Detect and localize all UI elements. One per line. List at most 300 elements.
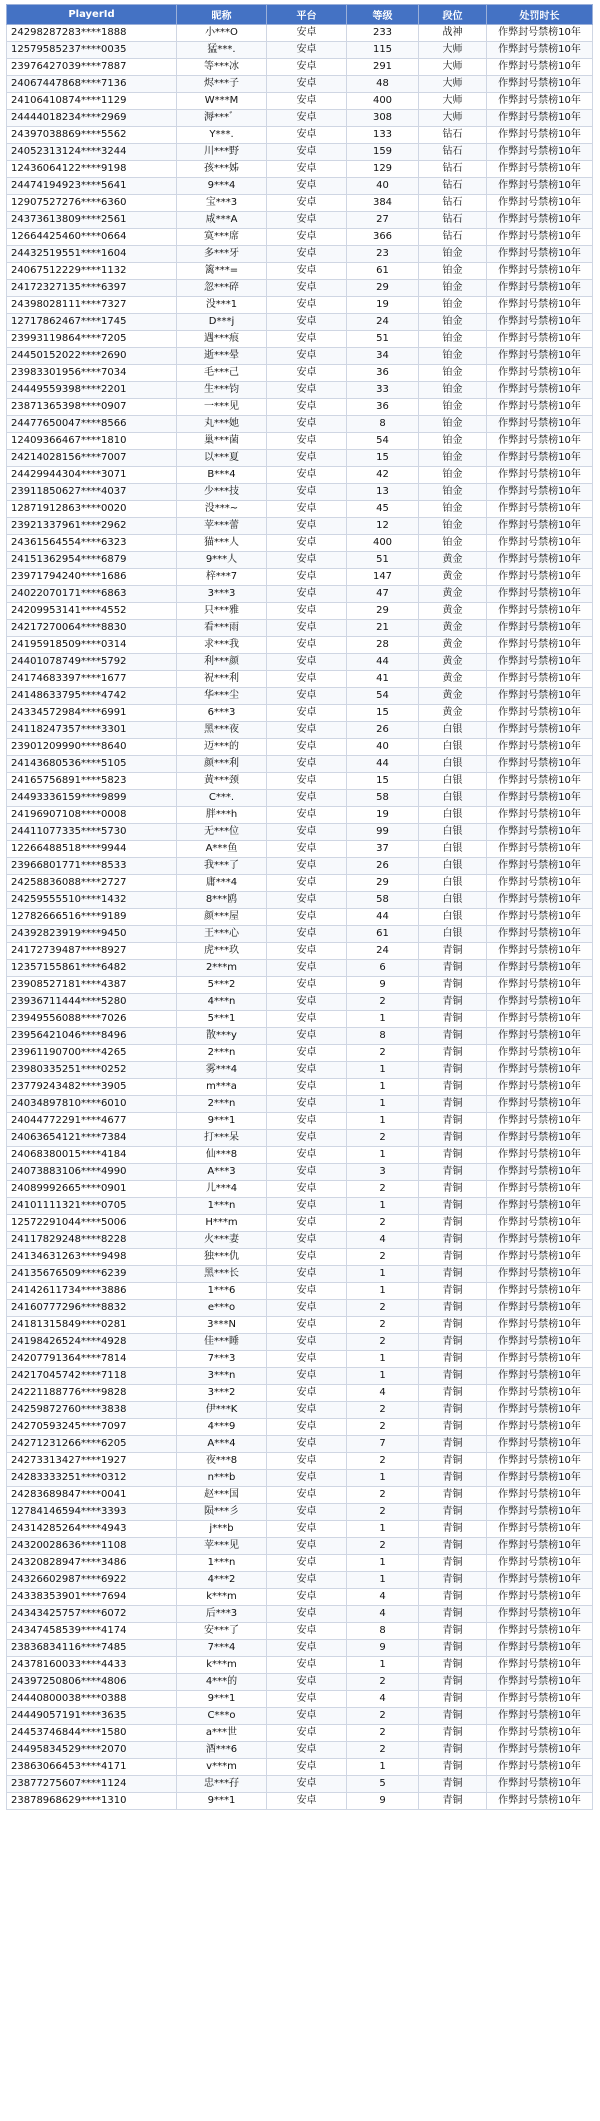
cell-level: 2 bbox=[347, 1402, 419, 1419]
cell-nickname: W***M bbox=[177, 93, 267, 110]
cell-player-id: 24401078749****5792 bbox=[7, 654, 177, 671]
cell-nickname: 王***心 bbox=[177, 926, 267, 943]
cell-nickname: 以***夏 bbox=[177, 450, 267, 467]
cell-player-id: 24207791364****7814 bbox=[7, 1351, 177, 1368]
cell-platform: 安卓 bbox=[267, 1045, 347, 1062]
cell-player-id: 24063654121****7384 bbox=[7, 1130, 177, 1147]
cell-nickname: 一***见 bbox=[177, 399, 267, 416]
cell-penalty: 作弊封号禁榜10年 bbox=[487, 1215, 593, 1232]
cell-level: 2 bbox=[347, 1215, 419, 1232]
cell-player-id: 12436064122****9198 bbox=[7, 161, 177, 178]
cell-penalty: 作弊封号禁榜10年 bbox=[487, 1249, 593, 1266]
cell-platform: 安卓 bbox=[267, 297, 347, 314]
cell-platform: 安卓 bbox=[267, 1742, 347, 1759]
cell-level: 36 bbox=[347, 399, 419, 416]
cell-nickname: A***4 bbox=[177, 1436, 267, 1453]
cell-nickname: 9***1 bbox=[177, 1113, 267, 1130]
cell-platform: 安卓 bbox=[267, 433, 347, 450]
cell-level: 2 bbox=[347, 1300, 419, 1317]
table-row bbox=[7, 246, 593, 263]
cell-platform: 安卓 bbox=[267, 688, 347, 705]
cell-level: 2 bbox=[347, 1487, 419, 1504]
cell-player-id: 24411077335****5730 bbox=[7, 824, 177, 841]
cell-platform: 安卓 bbox=[267, 1521, 347, 1538]
cell-player-id: 24259872760****3838 bbox=[7, 1402, 177, 1419]
cell-player-id: 24067512229****1132 bbox=[7, 263, 177, 280]
cell-player-id: 12409366467****1810 bbox=[7, 433, 177, 450]
cell-rank: 大师 bbox=[419, 76, 487, 93]
cell-rank: 白银 bbox=[419, 756, 487, 773]
cell-platform: 安卓 bbox=[267, 1062, 347, 1079]
cell-level: 4 bbox=[347, 1606, 419, 1623]
cell-penalty: 作弊封号禁榜10年 bbox=[487, 1606, 593, 1623]
table-row bbox=[7, 467, 593, 484]
cell-penalty: 作弊封号禁榜10年 bbox=[487, 1011, 593, 1028]
cell-player-id: 24221188776****9828 bbox=[7, 1385, 177, 1402]
cell-penalty: 作弊封号禁榜10年 bbox=[487, 705, 593, 722]
cell-penalty: 作弊封号禁榜10年 bbox=[487, 1691, 593, 1708]
cell-player-id: 24347458539****4174 bbox=[7, 1623, 177, 1640]
cell-nickname: 黑***夜 bbox=[177, 722, 267, 739]
cell-player-id: 24067447868****7136 bbox=[7, 76, 177, 93]
cell-level: 133 bbox=[347, 127, 419, 144]
cell-player-id: 24298287283****1888 bbox=[7, 25, 177, 42]
cell-player-id: 23878968629****1310 bbox=[7, 1793, 177, 1810]
table-row bbox=[7, 433, 593, 450]
table-row bbox=[7, 1130, 593, 1147]
cell-player-id: 24474194923****5641 bbox=[7, 178, 177, 195]
cell-level: 29 bbox=[347, 603, 419, 620]
table-row bbox=[7, 382, 593, 399]
cell-level: 1 bbox=[347, 1011, 419, 1028]
cell-penalty: 作弊封号禁榜10年 bbox=[487, 1759, 593, 1776]
cell-penalty: 作弊封号禁榜10年 bbox=[487, 416, 593, 433]
cell-rank: 青铜 bbox=[419, 1623, 487, 1640]
cell-rank: 铂金 bbox=[419, 501, 487, 518]
cell-player-id: 23971794240****1686 bbox=[7, 569, 177, 586]
cell-nickname: 9***1 bbox=[177, 1793, 267, 1810]
cell-nickname: 川***野 bbox=[177, 144, 267, 161]
cell-player-id: 24283689847****0041 bbox=[7, 1487, 177, 1504]
cell-level: 4 bbox=[347, 1385, 419, 1402]
table-row bbox=[7, 841, 593, 858]
cell-nickname: 巢***菌 bbox=[177, 433, 267, 450]
cell-nickname: 9***人 bbox=[177, 552, 267, 569]
cell-platform: 安卓 bbox=[267, 399, 347, 416]
cell-player-id: 24398028111****7327 bbox=[7, 297, 177, 314]
cell-level: 8 bbox=[347, 1623, 419, 1640]
cell-player-id: 24495834529****2070 bbox=[7, 1742, 177, 1759]
cell-level: 44 bbox=[347, 654, 419, 671]
cell-rank: 青铜 bbox=[419, 1521, 487, 1538]
cell-level: 24 bbox=[347, 943, 419, 960]
cell-rank: 青铜 bbox=[419, 1215, 487, 1232]
cell-level: 26 bbox=[347, 858, 419, 875]
cell-platform: 安卓 bbox=[267, 263, 347, 280]
table-row bbox=[7, 1317, 593, 1334]
cell-penalty: 作弊封号禁榜10年 bbox=[487, 42, 593, 59]
cell-rank: 铂金 bbox=[419, 280, 487, 297]
cell-rank: 青铜 bbox=[419, 1147, 487, 1164]
cell-nickname: 1***n bbox=[177, 1198, 267, 1215]
cell-penalty: 作弊封号禁榜10年 bbox=[487, 994, 593, 1011]
cell-nickname: 孩***姊 bbox=[177, 161, 267, 178]
cell-platform: 安卓 bbox=[267, 76, 347, 93]
table-row bbox=[7, 1232, 593, 1249]
cell-platform: 安卓 bbox=[267, 178, 347, 195]
cell-level: 1 bbox=[347, 1147, 419, 1164]
header-player-id: PlayerId bbox=[7, 5, 177, 25]
cell-penalty: 作弊封号禁榜10年 bbox=[487, 1504, 593, 1521]
table-row bbox=[7, 1164, 593, 1181]
cell-penalty: 作弊封号禁榜10年 bbox=[487, 654, 593, 671]
cell-platform: 安卓 bbox=[267, 739, 347, 756]
cell-player-id: 24195918509****0314 bbox=[7, 637, 177, 654]
cell-rank: 黄金 bbox=[419, 569, 487, 586]
cell-nickname: 打***呆 bbox=[177, 1130, 267, 1147]
cell-penalty: 作弊封号禁榜10年 bbox=[487, 1436, 593, 1453]
cell-penalty: 作弊封号禁榜10年 bbox=[487, 926, 593, 943]
cell-level: 29 bbox=[347, 875, 419, 892]
cell-nickname: 利***颜 bbox=[177, 654, 267, 671]
table-row bbox=[7, 1674, 593, 1691]
cell-player-id: 24148633795****4742 bbox=[7, 688, 177, 705]
table-row bbox=[7, 42, 593, 59]
cell-penalty: 作弊封号禁榜10年 bbox=[487, 1079, 593, 1096]
cell-rank: 白银 bbox=[419, 739, 487, 756]
cell-level: 41 bbox=[347, 671, 419, 688]
cell-penalty: 作弊封号禁榜10年 bbox=[487, 1164, 593, 1181]
cell-penalty: 作弊封号禁榜10年 bbox=[487, 1538, 593, 1555]
cell-level: 1 bbox=[347, 1368, 419, 1385]
cell-nickname: k***m bbox=[177, 1657, 267, 1674]
cell-player-id: 24143680536****5105 bbox=[7, 756, 177, 773]
cell-player-id: 23961190700****4265 bbox=[7, 1045, 177, 1062]
cell-player-id: 24101111321****0705 bbox=[7, 1198, 177, 1215]
cell-platform: 安卓 bbox=[267, 59, 347, 76]
cell-level: 1 bbox=[347, 1351, 419, 1368]
cell-level: 61 bbox=[347, 926, 419, 943]
cell-nickname: C***. bbox=[177, 790, 267, 807]
table-row bbox=[7, 263, 593, 280]
cell-level: 44 bbox=[347, 756, 419, 773]
table-row bbox=[7, 1725, 593, 1742]
cell-level: 37 bbox=[347, 841, 419, 858]
cell-penalty: 作弊封号禁榜10年 bbox=[487, 960, 593, 977]
cell-rank: 黄金 bbox=[419, 552, 487, 569]
cell-rank: 青铜 bbox=[419, 1232, 487, 1249]
cell-platform: 安卓 bbox=[267, 1317, 347, 1334]
cell-nickname: 4***2 bbox=[177, 1572, 267, 1589]
cell-rank: 白银 bbox=[419, 722, 487, 739]
cell-nickname: 6***3 bbox=[177, 705, 267, 722]
cell-platform: 安卓 bbox=[267, 1113, 347, 1130]
cell-player-id: 24135676509****6239 bbox=[7, 1266, 177, 1283]
cell-penalty: 作弊封号禁榜10年 bbox=[487, 1776, 593, 1793]
cell-player-id: 24068380015****4184 bbox=[7, 1147, 177, 1164]
cell-platform: 安卓 bbox=[267, 348, 347, 365]
cell-platform: 安卓 bbox=[267, 1470, 347, 1487]
cell-platform: 安卓 bbox=[267, 1487, 347, 1504]
cell-penalty: 作弊封号禁榜10年 bbox=[487, 1351, 593, 1368]
cell-player-id: 23871365398****0907 bbox=[7, 399, 177, 416]
cell-player-id: 12907527276****6360 bbox=[7, 195, 177, 212]
cell-penalty: 作弊封号禁榜10年 bbox=[487, 1028, 593, 1045]
cell-penalty: 作弊封号禁榜10年 bbox=[487, 807, 593, 824]
cell-nickname: j***b bbox=[177, 1521, 267, 1538]
cell-nickname: C***o bbox=[177, 1708, 267, 1725]
cell-nickname: 等***冰 bbox=[177, 59, 267, 76]
cell-nickname: 8***鸥 bbox=[177, 892, 267, 909]
table-row bbox=[7, 1249, 593, 1266]
cell-rank: 黄金 bbox=[419, 705, 487, 722]
table-row bbox=[7, 1419, 593, 1436]
cell-penalty: 作弊封号禁榜10年 bbox=[487, 756, 593, 773]
cell-penalty: 作弊封号禁榜10年 bbox=[487, 1453, 593, 1470]
cell-rank: 青铜 bbox=[419, 1198, 487, 1215]
cell-nickname: 1***6 bbox=[177, 1283, 267, 1300]
cell-player-id: 24089992665****0901 bbox=[7, 1181, 177, 1198]
cell-nickname: 多***牙 bbox=[177, 246, 267, 263]
cell-level: 1 bbox=[347, 1266, 419, 1283]
cell-rank: 黄金 bbox=[419, 671, 487, 688]
table-row bbox=[7, 875, 593, 892]
table-row bbox=[7, 1759, 593, 1776]
cell-platform: 安卓 bbox=[267, 943, 347, 960]
cell-platform: 安卓 bbox=[267, 1419, 347, 1436]
cell-platform: 安卓 bbox=[267, 1028, 347, 1045]
cell-platform: 安卓 bbox=[267, 1589, 347, 1606]
cell-nickname: m***a bbox=[177, 1079, 267, 1096]
cell-platform: 安卓 bbox=[267, 1623, 347, 1640]
table-row bbox=[7, 127, 593, 144]
cell-platform: 安卓 bbox=[267, 1776, 347, 1793]
table-header bbox=[7, 5, 593, 25]
cell-level: 1 bbox=[347, 1198, 419, 1215]
cell-rank: 钻石 bbox=[419, 178, 487, 195]
cell-level: 34 bbox=[347, 348, 419, 365]
cell-level: 4 bbox=[347, 1691, 419, 1708]
cell-level: 400 bbox=[347, 535, 419, 552]
cell-platform: 安卓 bbox=[267, 960, 347, 977]
table-row bbox=[7, 280, 593, 297]
cell-rank: 铂金 bbox=[419, 246, 487, 263]
cell-rank: 青铜 bbox=[419, 1538, 487, 1555]
cell-penalty: 作弊封号禁榜10年 bbox=[487, 620, 593, 637]
cell-rank: 青铜 bbox=[419, 1028, 487, 1045]
table-row bbox=[7, 960, 593, 977]
table-row bbox=[7, 569, 593, 586]
cell-platform: 安卓 bbox=[267, 1011, 347, 1028]
cell-nickname: 梓***7 bbox=[177, 569, 267, 586]
cell-level: 2 bbox=[347, 1538, 419, 1555]
cell-player-id: 24453746844****1580 bbox=[7, 1725, 177, 1742]
cell-rank: 青铜 bbox=[419, 1164, 487, 1181]
cell-rank: 青铜 bbox=[419, 1283, 487, 1300]
cell-penalty: 作弊封号禁榜10年 bbox=[487, 603, 593, 620]
cell-rank: 白银 bbox=[419, 892, 487, 909]
ban-list-container bbox=[6, 4, 592, 1810]
cell-rank: 青铜 bbox=[419, 1011, 487, 1028]
cell-level: 3 bbox=[347, 1164, 419, 1181]
table-row bbox=[7, 314, 593, 331]
cell-penalty: 作弊封号禁榜10年 bbox=[487, 297, 593, 314]
table-row bbox=[7, 943, 593, 960]
cell-platform: 安卓 bbox=[267, 569, 347, 586]
cell-level: 5 bbox=[347, 1776, 419, 1793]
cell-penalty: 作弊封号禁榜10年 bbox=[487, 365, 593, 382]
cell-player-id: 24174683397****1677 bbox=[7, 671, 177, 688]
cell-level: 15 bbox=[347, 450, 419, 467]
cell-penalty: 作弊封号禁榜10年 bbox=[487, 1470, 593, 1487]
cell-rank: 青铜 bbox=[419, 1504, 487, 1521]
cell-platform: 安卓 bbox=[267, 586, 347, 603]
cell-rank: 青铜 bbox=[419, 1419, 487, 1436]
cell-nickname: 没***1 bbox=[177, 297, 267, 314]
cell-platform: 安卓 bbox=[267, 977, 347, 994]
cell-nickname: 酒***6 bbox=[177, 1742, 267, 1759]
table-row bbox=[7, 229, 593, 246]
cell-player-id: 23980335251****0252 bbox=[7, 1062, 177, 1079]
table-row bbox=[7, 1351, 593, 1368]
cell-penalty: 作弊封号禁榜10年 bbox=[487, 1130, 593, 1147]
cell-penalty: 作弊封号禁榜10年 bbox=[487, 1385, 593, 1402]
cell-nickname: 夜***8 bbox=[177, 1453, 267, 1470]
cell-rank: 青铜 bbox=[419, 1453, 487, 1470]
cell-platform: 安卓 bbox=[267, 1147, 347, 1164]
cell-nickname: 黄***颈 bbox=[177, 773, 267, 790]
cell-rank: 青铜 bbox=[419, 943, 487, 960]
cell-platform: 安卓 bbox=[267, 875, 347, 892]
cell-penalty: 作弊封号禁榜10年 bbox=[487, 110, 593, 127]
cell-level: 2 bbox=[347, 1334, 419, 1351]
header-nickname: 昵称 bbox=[177, 5, 267, 25]
cell-level: 12 bbox=[347, 518, 419, 535]
cell-rank: 青铜 bbox=[419, 1096, 487, 1113]
cell-player-id: 24196907108****0008 bbox=[7, 807, 177, 824]
table-row bbox=[7, 756, 593, 773]
cell-player-id: 24134631263****9498 bbox=[7, 1249, 177, 1266]
cell-rank: 青铜 bbox=[419, 1708, 487, 1725]
cell-level: 44 bbox=[347, 909, 419, 926]
cell-nickname: Y***. bbox=[177, 127, 267, 144]
cell-penalty: 作弊封号禁榜10年 bbox=[487, 552, 593, 569]
cell-level: 2 bbox=[347, 1674, 419, 1691]
cell-rank: 铂金 bbox=[419, 467, 487, 484]
cell-level: 6 bbox=[347, 960, 419, 977]
cell-rank: 白银 bbox=[419, 875, 487, 892]
cell-penalty: 作弊封号禁榜10年 bbox=[487, 314, 593, 331]
table-row bbox=[7, 110, 593, 127]
table-row bbox=[7, 1079, 593, 1096]
cell-player-id: 24172739487****8927 bbox=[7, 943, 177, 960]
cell-penalty: 作弊封号禁榜10年 bbox=[487, 1198, 593, 1215]
cell-nickname: 5***1 bbox=[177, 1011, 267, 1028]
table-row bbox=[7, 1521, 593, 1538]
cell-player-id: 24493336159****9899 bbox=[7, 790, 177, 807]
cell-nickname: k***m bbox=[177, 1589, 267, 1606]
cell-rank: 铂金 bbox=[419, 484, 487, 501]
cell-platform: 安卓 bbox=[267, 229, 347, 246]
cell-penalty: 作弊封号禁榜10年 bbox=[487, 875, 593, 892]
cell-rank: 钻石 bbox=[419, 144, 487, 161]
cell-player-id: 23901209990****8640 bbox=[7, 739, 177, 756]
table-row bbox=[7, 1011, 593, 1028]
cell-level: 36 bbox=[347, 365, 419, 382]
cell-penalty: 作弊封号禁榜10年 bbox=[487, 1725, 593, 1742]
cell-level: 2 bbox=[347, 1249, 419, 1266]
cell-level: 159 bbox=[347, 144, 419, 161]
cell-nickname: 少***技 bbox=[177, 484, 267, 501]
cell-penalty: 作弊封号禁榜10年 bbox=[487, 1657, 593, 1674]
table-row bbox=[7, 1538, 593, 1555]
cell-nickname: 小***O bbox=[177, 25, 267, 42]
cell-level: 54 bbox=[347, 433, 419, 450]
cell-player-id: 24477650047****8566 bbox=[7, 416, 177, 433]
table-row bbox=[7, 501, 593, 518]
cell-player-id: 23949556088****7026 bbox=[7, 1011, 177, 1028]
cell-platform: 安卓 bbox=[267, 1725, 347, 1742]
cell-nickname: B***4 bbox=[177, 467, 267, 484]
cell-penalty: 作弊封号禁榜10年 bbox=[487, 1674, 593, 1691]
cell-penalty: 作弊封号禁榜10年 bbox=[487, 841, 593, 858]
cell-rank: 青铜 bbox=[419, 1079, 487, 1096]
cell-penalty: 作弊封号禁榜10年 bbox=[487, 59, 593, 76]
cell-nickname: 迈***的 bbox=[177, 739, 267, 756]
cell-player-id: 23779243482****3905 bbox=[7, 1079, 177, 1096]
table-row bbox=[7, 178, 593, 195]
cell-rank: 青铜 bbox=[419, 1776, 487, 1793]
cell-penalty: 作弊封号禁榜10年 bbox=[487, 637, 593, 654]
cell-rank: 青铜 bbox=[419, 1368, 487, 1385]
cell-rank: 白银 bbox=[419, 841, 487, 858]
cell-rank: 黄金 bbox=[419, 654, 487, 671]
cell-rank: 黄金 bbox=[419, 586, 487, 603]
cell-penalty: 作弊封号禁榜10年 bbox=[487, 688, 593, 705]
cell-rank: 青铜 bbox=[419, 1385, 487, 1402]
cell-penalty: 作弊封号禁榜10年 bbox=[487, 25, 593, 42]
cell-platform: 安卓 bbox=[267, 42, 347, 59]
cell-penalty: 作弊封号禁榜10年 bbox=[487, 1368, 593, 1385]
cell-player-id: 24373613809****2561 bbox=[7, 212, 177, 229]
cell-platform: 安卓 bbox=[267, 654, 347, 671]
cell-nickname: 仙***8 bbox=[177, 1147, 267, 1164]
cell-player-id: 24343425757****6072 bbox=[7, 1606, 177, 1623]
cell-level: 4 bbox=[347, 1589, 419, 1606]
cell-nickname: 佳***睡 bbox=[177, 1334, 267, 1351]
table-row bbox=[7, 1368, 593, 1385]
cell-player-id: 24397250806****4806 bbox=[7, 1674, 177, 1691]
cell-level: 400 bbox=[347, 93, 419, 110]
cell-player-id: 23966801771****8533 bbox=[7, 858, 177, 875]
cell-level: 51 bbox=[347, 331, 419, 348]
cell-rank: 白银 bbox=[419, 773, 487, 790]
cell-player-id: 24450152022****2690 bbox=[7, 348, 177, 365]
cell-player-id: 23836834116****7485 bbox=[7, 1640, 177, 1657]
cell-platform: 安卓 bbox=[267, 161, 347, 178]
cell-rank: 青铜 bbox=[419, 1317, 487, 1334]
table-row bbox=[7, 773, 593, 790]
cell-level: 15 bbox=[347, 773, 419, 790]
cell-platform: 安卓 bbox=[267, 1674, 347, 1691]
cell-rank: 青铜 bbox=[419, 1487, 487, 1504]
cell-rank: 青铜 bbox=[419, 1759, 487, 1776]
cell-player-id: 24397038869****5562 bbox=[7, 127, 177, 144]
cell-platform: 安卓 bbox=[267, 722, 347, 739]
cell-rank: 黄金 bbox=[419, 603, 487, 620]
cell-player-id: 24258836088****2727 bbox=[7, 875, 177, 892]
table-row bbox=[7, 926, 593, 943]
